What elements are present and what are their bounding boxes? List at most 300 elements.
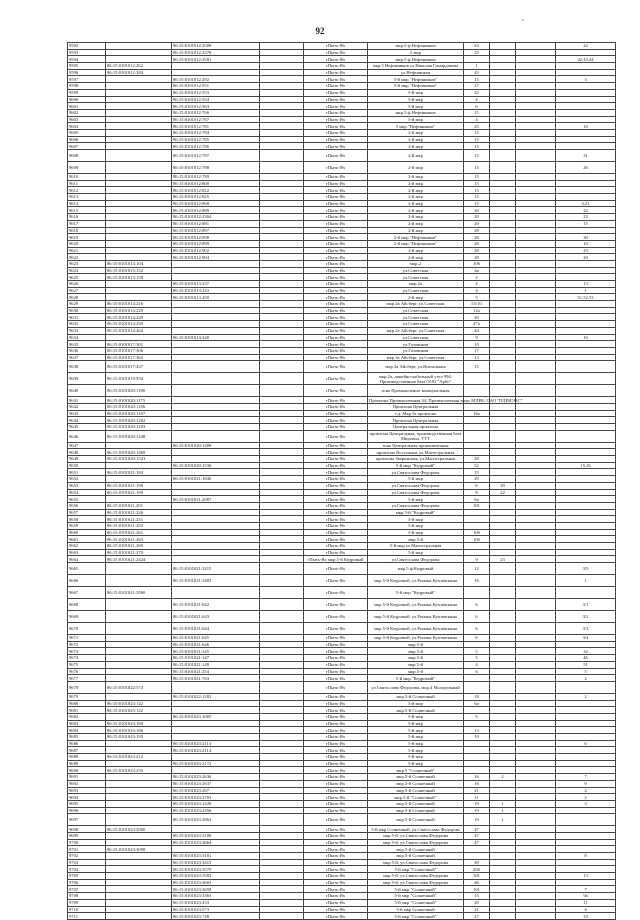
table-cell-n3: [516, 599, 556, 611]
table-cell-n2: [490, 150, 516, 162]
table-cell-addr: 5-й мкр: [368, 103, 464, 110]
table-cell-addr: мкр.5-й: [368, 668, 464, 675]
table-cell-kn1: 86:15:0101021:269: [106, 543, 172, 550]
table-cell-kn2: 86:15:0101023:2637: [172, 780, 260, 787]
table-cell-addr: мкр.2а Айсберг, ул.Советская: [368, 301, 464, 308]
table-row: [68, 599, 616, 611]
table-cell-n3: [516, 327, 556, 334]
table-cell-kn2: [172, 720, 260, 727]
table-cell-n4: [556, 321, 616, 328]
table-cell-n1: [464, 681, 490, 693]
table-cell-n2: [490, 668, 516, 675]
table-cell-cat: гПыть-Ях: [304, 648, 368, 655]
table-cell-n4: 46: [556, 655, 616, 662]
table-cell-n2: [490, 180, 516, 187]
table-cell-n4: [556, 174, 616, 181]
table-cell-n2: [490, 449, 516, 456]
table-cell-num: 9665: [68, 563, 106, 575]
table-cell-n3: [516, 641, 556, 648]
table-cell-num: 9651: [68, 469, 106, 476]
table-cell-cat: гПыть-Ях: [304, 49, 368, 56]
table-cell-num: 9701: [68, 846, 106, 853]
table-row: [68, 859, 616, 866]
table-cell-kn1: [106, 89, 172, 96]
table-cell-cat: гПыть-Ях: [304, 611, 368, 623]
table-cell-n3: [516, 174, 556, 181]
table-cell-kn2: 86:15:0101012:784: [172, 129, 260, 136]
table-cell-kn2: 86:15:0101023:433: [172, 899, 260, 906]
table-cell-cat: гПыть-Ях: [304, 747, 368, 754]
table-cell-kn2: 86:15:0101014:348: [172, 334, 260, 341]
table-cell-cat: гПыть-Ях: [304, 516, 368, 523]
table-cell-n4: [556, 341, 616, 348]
table-cell-n2: [490, 787, 516, 794]
table-cell-num: 9693: [68, 787, 106, 794]
table-row: [68, 234, 616, 241]
table-cell-n3: [516, 563, 556, 575]
table-cell-kn2: [172, 767, 260, 774]
table-cell-n3: [516, 587, 556, 599]
table-cell-n2: [490, 866, 516, 873]
table-cell-empty: [260, 267, 304, 274]
table-cell-num: 9703: [68, 859, 106, 866]
table-cell-n2: [490, 648, 516, 655]
table-cell-cat: гПыть-Ях: [304, 180, 368, 187]
table-cell-n1: 28: [464, 254, 490, 261]
table-cell-cat: гПыть-Ях: [304, 536, 368, 543]
table-cell-addr: 2-й мкр: [368, 247, 464, 254]
table-cell-kn2: [172, 307, 260, 314]
table-cell-num: 9612: [68, 187, 106, 194]
table-cell-cat: гПыть-Ях: [304, 143, 368, 150]
table-row: [68, 462, 616, 469]
table-cell-n1: 2: [464, 274, 490, 281]
table-cell-addr: 5-й мкр: [368, 476, 464, 483]
table-cell-empty: [260, 482, 304, 489]
table-cell-addr: мкр.5-й Кедровый, ул.Романа Кузоваткина: [368, 599, 464, 611]
table-cell-num: 9663: [68, 549, 106, 556]
table-cell-num: 9613: [68, 194, 106, 201]
table-cell-cat: гПыть-Ях: [304, 913, 368, 920]
table-cell-n3: [516, 49, 556, 56]
table-cell-addr: мкр.5-й: [368, 536, 464, 543]
table-cell-kn2: 86:15:0101013:237: [172, 281, 260, 288]
table-cell-num: 9705: [68, 873, 106, 880]
table-cell-kn1: [106, 83, 172, 90]
table-cell-cat: гПыть-Ях: [304, 866, 368, 873]
table-cell-kn2: 86:15:0101012:881: [172, 220, 260, 227]
table-cell-num: 9696: [68, 807, 106, 814]
table-cell-n3: [516, 655, 556, 662]
table-row: [68, 774, 616, 781]
table-cell-kn2: 86:15:0101021:3215: [172, 563, 260, 575]
table-cell-num: 9672: [68, 641, 106, 648]
table-cell-addr: ул.Святослава Федорова, мкр.4 Молодежный: [368, 681, 464, 693]
table-cell-cat: гПыть-Ях: [304, 417, 368, 424]
table-cell-n2: [490, 116, 516, 123]
table-cell-empty: [260, 859, 304, 866]
table-cell-kn1: [106, 49, 172, 56]
table-cell-n2: [490, 635, 516, 642]
table-cell-kn1: [106, 103, 172, 110]
table-cell-num: 9645: [68, 424, 106, 431]
table-cell-cat: гПыть-Ях: [304, 294, 368, 301]
table-cell-num: 9630: [68, 307, 106, 314]
table-cell-num: 9675: [68, 661, 106, 668]
table-cell-kn2: [172, 274, 260, 281]
table-row: [68, 103, 616, 110]
table-cell-n3: [516, 611, 556, 623]
table-cell-addr: мкр.5-й: [368, 641, 464, 648]
table-cell-addr: мкр.5-й Солнечный: [368, 800, 464, 807]
table-cell-kn1: [106, 116, 172, 123]
table-cell-kn2: 86:15:0101012:767: [172, 116, 260, 123]
table-cell-empty: [260, 136, 304, 143]
table-cell-cat: гПыть-Ях: [304, 314, 368, 321]
table-row: [68, 207, 616, 214]
table-cell-n3: [516, 129, 556, 136]
table-cell-num: 9689: [68, 760, 106, 767]
table-cell-empty: [260, 509, 304, 516]
table-cell-n4: [556, 260, 616, 267]
table-row: [68, 287, 616, 294]
table-cell-n4: [556, 476, 616, 483]
table-cell-n2: [490, 873, 516, 880]
table-cell-n1: 15: [464, 180, 490, 187]
table-cell-addr: мкр.5-й Солнечный: [368, 787, 464, 794]
table-cell-empty: [260, 417, 304, 424]
table-cell-kn2: [172, 347, 260, 354]
table-cell-addr: 5-й мкр: [368, 740, 464, 747]
table-cell-cat: гПыть-Ях: [304, 200, 368, 207]
table-cell-kn2: [172, 522, 260, 529]
table-row: [68, 76, 616, 83]
table-cell-n3: [516, 200, 556, 207]
table-row: [68, 509, 616, 516]
table-cell-n4: 13: [556, 281, 616, 288]
table-cell-addr: мкр.5 ф.Кедровый: [368, 563, 464, 575]
table-row: [68, 740, 616, 747]
table-row: [68, 96, 616, 103]
table-row: [68, 700, 616, 707]
table-cell-kn1: 86:15:0101021:261: [106, 529, 172, 536]
table-cell-empty: [260, 873, 304, 880]
table-cell-n3: [516, 740, 556, 747]
table-cell-kn2: [172, 397, 260, 404]
table-cell-empty: [260, 410, 304, 417]
table-cell-kn1: [106, 563, 172, 575]
table-cell-kn2: 86:15:0101012:897: [172, 227, 260, 234]
table-cell-num: 9593: [68, 49, 106, 56]
table-cell-n3: [516, 832, 556, 839]
table-cell-cat: гПыть-Ях: [304, 635, 368, 642]
table-cell-n1: 15: [464, 174, 490, 181]
table-cell-n3: [516, 321, 556, 328]
table-cell-n2: [490, 496, 516, 503]
register-table: [67, 42, 616, 920]
table-cell-n1: 6: [464, 482, 490, 489]
table-cell-addr: 2-й мкр: [368, 214, 464, 221]
table-row: [68, 661, 616, 668]
table-cell-empty: [260, 174, 304, 181]
table-cell-n3: [516, 63, 556, 70]
table-cell-n3: [516, 274, 556, 281]
table-cell-addr: 5-й мкр."Нефтяников": [368, 83, 464, 90]
table-cell-empty: [260, 476, 304, 483]
table-row: [68, 826, 616, 833]
table-cell-n2: [490, 69, 516, 76]
table-cell-n3: [516, 247, 556, 254]
table-cell-empty: [260, 150, 304, 162]
table-cell-addr: мкр.5-й "Солнечный": [368, 794, 464, 801]
table-cell-n1: 25: [464, 49, 490, 56]
table-row: [68, 341, 616, 348]
table-cell-n3: [516, 734, 556, 741]
table-cell-num: 9660: [68, 529, 106, 536]
table-cell-n1: 13: [464, 727, 490, 734]
table-row: [68, 267, 616, 274]
table-cell-empty: [260, 247, 304, 254]
table-cell-n4: [556, 866, 616, 873]
table-cell-n3: [516, 385, 556, 397]
table-cell-kn2: 86:15:0101012:789: [172, 174, 260, 181]
table-cell-addr: 2-й мкр: [368, 194, 464, 201]
table-cell-kn1: 86:15:0101023:142: [106, 700, 172, 707]
table-cell-empty: [260, 254, 304, 261]
table-cell-n1: 15: [464, 150, 490, 162]
table-cell-n3: [516, 866, 556, 873]
table-cell-kn2: [172, 417, 260, 424]
table-row: [68, 693, 616, 700]
table-cell-cat: гПыть-Ях: [304, 56, 368, 63]
table-cell-kn2: 86:15:0101012:902: [172, 247, 260, 254]
table-cell-addr: мкр.5-й, ул.Святослава Федорова: [368, 879, 464, 886]
table-cell-cat: гПыть-Ях: [304, 807, 368, 814]
table-cell-empty: [260, 826, 304, 833]
table-cell-n2: [490, 129, 516, 136]
table-cell-num: 9671: [68, 635, 106, 642]
table-cell-n3: [516, 354, 556, 361]
table-cell-n2: [490, 462, 516, 469]
table-cell-empty: [260, 234, 304, 241]
table-cell-num: 9644: [68, 417, 106, 424]
table-cell-num: 9627: [68, 287, 106, 294]
table-cell-n4: 9а: [556, 893, 616, 900]
table-cell-kn1: 86:15:0101017:301: [106, 341, 172, 348]
table-cell-n1: 19: [464, 800, 490, 807]
table-cell-n4: [556, 116, 616, 123]
table-cell-cat: гПыть-Ях: [304, 859, 368, 866]
table-cell-kn2: 86:15:0101022:1283: [172, 693, 260, 700]
table-cell-cat: гПыть-Ях: [304, 787, 368, 794]
table-cell-kn2: 86:15:0101012:563: [172, 103, 260, 110]
table-cell-empty: [260, 740, 304, 747]
table-cell-num: 9629: [68, 301, 106, 308]
table-cell-n1: 10б: [464, 260, 490, 267]
table-cell-n3: [516, 410, 556, 417]
table-cell-addr: 2-й мкр: [368, 162, 464, 174]
table-cell-cat: гПыть-Ях: [304, 839, 368, 846]
table-cell-addr: мкр.2: [368, 260, 464, 267]
table-cell-num: 9686: [68, 740, 106, 747]
table-cell-n1: 46: [464, 879, 490, 886]
table-cell-num: 9680: [68, 700, 106, 707]
table-cell-kn1: 86:15:0101023:3098: [106, 846, 172, 853]
table-cell-kn1: 86:15:0101021:2424: [106, 556, 172, 563]
table-cell-kn2: [172, 846, 260, 853]
table-cell-n4: [556, 424, 616, 431]
table-cell-addr: ул.Святослава Федорова: [368, 489, 464, 496]
table-cell-cat: гПыть-Ях: [304, 482, 368, 489]
table-cell-num: 9615: [68, 207, 106, 214]
table-cell-cat: гПыть-Ях: [304, 529, 368, 536]
table-cell-empty: [260, 767, 304, 774]
table-cell-kn2: 86:15:0101023:2172: [172, 760, 260, 767]
table-cell-n3: [516, 56, 556, 63]
table-cell-n2: [490, 174, 516, 181]
table-cell-cat: гПыть-Ях: [304, 321, 368, 328]
table-cell-kn2: [172, 734, 260, 741]
table-cell-kn1: 86:15:0101014:264: [106, 327, 172, 334]
table-cell-empty: [260, 301, 304, 308]
table-cell-n1: 6а: [464, 496, 490, 503]
table-cell-kn2: 86:15:0101012:766: [172, 109, 260, 116]
table-cell-empty: [260, 563, 304, 575]
table-cell-n3: [516, 635, 556, 642]
table-cell-kn1: [106, 611, 172, 623]
table-cell-n4: [556, 720, 616, 727]
table-cell-n4: 51,52,53: [556, 294, 616, 301]
table-cell-kn1: [106, 713, 172, 720]
table-cell-n2: [490, 713, 516, 720]
table-row: [68, 800, 616, 807]
table-cell-addr: 2-й мкр: [368, 150, 464, 162]
table-row: [68, 254, 616, 261]
table-cell-addr: Промзона Промышленная 34; Промышленная зона; МЛРК; ОАО "ПЛЕНЭКС": [369, 397, 523, 403]
table-cell-n1: 4: [464, 287, 490, 294]
table-cell-addr: ул.Святослава Федорова: [368, 556, 464, 563]
table-cell-n2: [490, 611, 516, 623]
table-cell-n1: 20: [464, 899, 490, 906]
table-cell-kn1: [106, 693, 172, 700]
table-cell-num: 9623: [68, 260, 106, 267]
scan-mark: ,: [522, 14, 524, 22]
table-cell-n3: [516, 347, 556, 354]
table-cell-num: 9639: [68, 373, 106, 385]
table-cell-kn2: 86:15:0101023:2426: [172, 800, 260, 807]
table-cell-n1: 45: [464, 123, 490, 130]
table-cell-empty: [260, 906, 304, 913]
table-cell-cat: гПыть-Ях: [304, 846, 368, 853]
table-row: [68, 853, 616, 860]
table-cell-n3: [516, 260, 556, 267]
table-cell-n1: 4а: [464, 267, 490, 274]
table-cell-n1: 22: [464, 89, 490, 96]
table-row: [68, 214, 616, 221]
table-cell-cat: гПыть-Ях: [304, 587, 368, 599]
table-cell-cat: гПыть-Ях: [304, 734, 368, 741]
table-cell-addr: 5-й мкр: [368, 700, 464, 707]
table-cell-cat: гПыть-Ях: [304, 720, 368, 727]
table-cell-n2: [490, 43, 516, 50]
table-cell-kn2: [172, 543, 260, 550]
table-cell-n4: 4,21: [556, 200, 616, 207]
table-cell-kn2: 86:15:0101023:3415: [172, 859, 260, 866]
table-cell-addr: 5-й мкр "Солнечный": [368, 886, 464, 893]
table-cell-kn1: [106, 800, 172, 807]
table-cell-n3: [516, 341, 556, 348]
table-cell-addr: мкр.5 ф.Нефтяников: [368, 56, 464, 63]
table-cell-n1: 20: [464, 220, 490, 227]
table-cell-n3: [516, 482, 556, 489]
table-cell-n4: [556, 482, 616, 489]
table-row: [68, 899, 616, 906]
table-cell-cat: гПыть-Ях: [304, 707, 368, 714]
table-row: [68, 747, 616, 754]
table-row: [68, 760, 616, 767]
table-cell-kn1: [106, 794, 172, 801]
table-cell-n4: [556, 846, 616, 853]
table-cell-empty: [260, 496, 304, 503]
table-cell-kn1: [106, 641, 172, 648]
table-cell-n1: 15: [464, 893, 490, 900]
table-cell-empty: [260, 681, 304, 693]
table-row: [68, 449, 616, 456]
table-cell-num: 9633: [68, 327, 106, 334]
table-cell-n1: 17: [464, 347, 490, 354]
register-body: [68, 43, 616, 920]
table-cell-empty: [260, 489, 304, 496]
table-cell-n3: [516, 103, 556, 110]
table-cell-n3: [516, 307, 556, 314]
table-cell-addr: 2-й мкр: [368, 136, 464, 143]
table-cell-addr: мкр.3а Айсберг, ул.Вокзальная: [368, 361, 464, 373]
table-cell-n3: [516, 913, 556, 920]
table-cell-num: 9600: [68, 96, 106, 103]
table-cell-kn1: [106, 200, 172, 207]
table-cell-addr: мкр.5-й, ул.Святослава Федорова: [368, 873, 464, 880]
table-cell-kn1: [106, 123, 172, 130]
table-cell-num: 9614: [68, 200, 106, 207]
table-cell-num: 9679: [68, 693, 106, 700]
table-cell-n3: [516, 162, 556, 174]
table-cell-n4: [556, 700, 616, 707]
table-cell-kn1: [106, 194, 172, 201]
table-cell-n4: 15,16: [556, 462, 616, 469]
table-cell-num: 9659: [68, 522, 106, 529]
table-cell-empty: [260, 575, 304, 587]
table-cell-kn1: 86:15:0101021:251: [106, 516, 172, 523]
table-cell-kn2: [172, 556, 260, 563]
table-cell-n3: [516, 403, 556, 410]
table-cell-empty: [260, 655, 304, 662]
table-cell-empty: [260, 599, 304, 611]
table-cell-n4: [556, 814, 616, 826]
table-cell-addr: 5-й мкр Солнечный: [368, 906, 464, 913]
table-cell-kn1: [106, 599, 172, 611]
table-cell-n1: 8: [464, 489, 490, 496]
table-cell-n3: [516, 668, 556, 675]
table-cell-num: 9668: [68, 599, 106, 611]
table-cell-kn2: 86:15:0101023:3603: [172, 879, 260, 886]
table-cell-n1: 4: [464, 116, 490, 123]
table-cell-kn1: 86:15:0101021:255: [106, 522, 172, 529]
table-row: [68, 281, 616, 288]
table-row: [68, 49, 616, 56]
table-cell-addr: Промзона Центральная: [368, 403, 464, 410]
table-cell-n3: [516, 681, 556, 693]
table-cell-n4: [556, 556, 616, 563]
